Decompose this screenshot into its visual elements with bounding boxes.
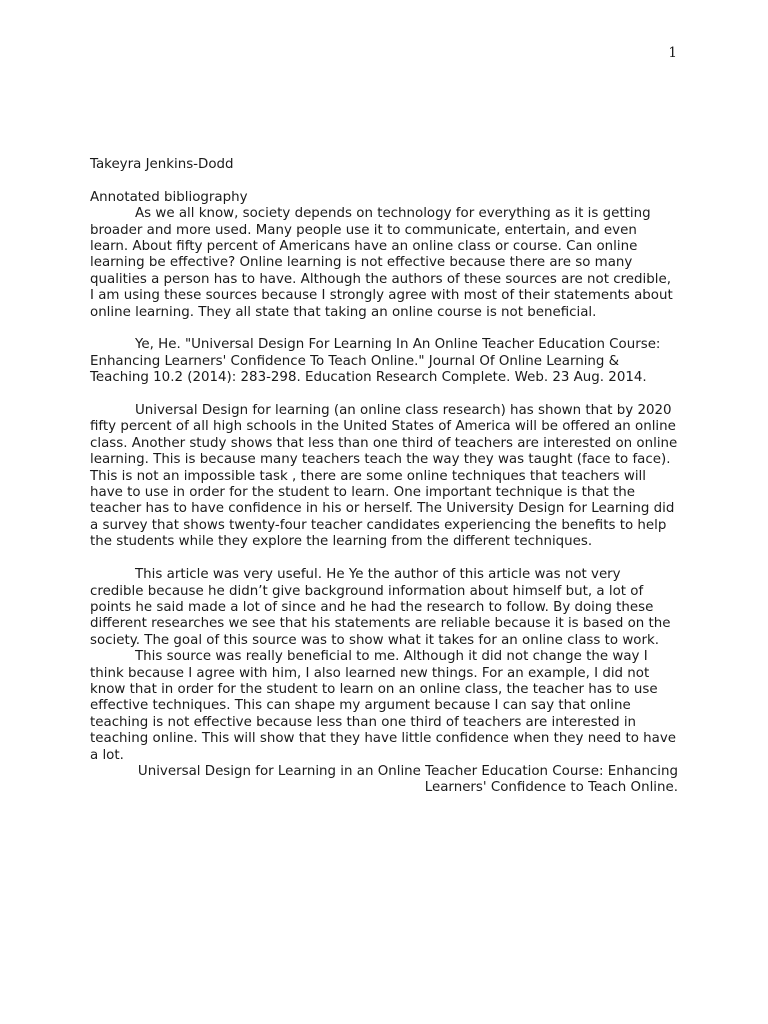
summary-paragraph: Universal Design for learning (an online class research) has shown that by 2020 fifty percent of all high schools in the United States of America will be offered an online class. Another study shows that less than one third of teachers are interested on online learning. This is because many teachers teach the way they was taught (face to face). This is not an impossible task , there are some online techniques that teachers will have to use in order for the student to learn. One important technique is that the teacher has to have confidence in his or herself. The University Design for Learning did a survey that shows twenty-four teacher candidates experiencing the benefits to help the students while they explore the learning from the different techniques.	[90, 403, 678, 550]
page-number: 1	[668, 45, 677, 61]
spacer	[90, 321, 678, 337]
evaluation-paragraph: This article was very useful. He Ye the author of this article was not very credible because he didn’t give background information about himself but, a lot of points he said made a lot of since and he had the research to follow. By doing these different researches we see that his statements are reliable because it is based on the society. The goal of this source was to show what it takes for an online class to work.	[90, 567, 671, 648]
citation-paragraph: Ye, He. "Universal Design For Learning In An Online Teacher Education Course: Enhancing Learners' Confidence To Teach Online." Journal Of Online Learning & Teaching 10.2 (2014): 283-298. Education Research Complete. Web. 23 Aug. 2014.	[90, 337, 661, 386]
author-name: Takeyra Jenkins-Dodd	[90, 157, 234, 172]
spacer	[90, 387, 678, 403]
document-heading: Annotated bibliography	[90, 189, 248, 205]
intro-paragraph: As we all know, society depends on technology for everything as it is getting broader and more used. Many people use it to communicate, entertain, and even learn. About fifty percent of Americans have an online class or course. Can online learning be effective? Online learning is not effective because there are so many qualities a person has to have. Although the authors of these sources are not credible, I am using these sources because I strongly agree with most of their statements about online learning. They all state that taking an online course is not beneficial.	[90, 206, 673, 320]
closing-title: Universal Design for Learning in an Online Teacher Education Course: Enhancing Learners' Confidence to Teach Online.	[137, 763, 678, 796]
spacer	[90, 173, 678, 189]
spacer	[90, 551, 678, 567]
reflection-paragraph: This source was really beneficial to me. Although it did not change the way I think because I agree with him, I also learned new things. For an example, I did not know that in order for the student to learn on an online class, the teacher has to use effective techniques. This can shape my argument because I can say that online teaching is not effective because less than one third of teachers are interested in teaching online. This will show that they have little confidence when they need to have a lot.	[90, 649, 677, 763]
document-body	[90, 157, 678, 797]
